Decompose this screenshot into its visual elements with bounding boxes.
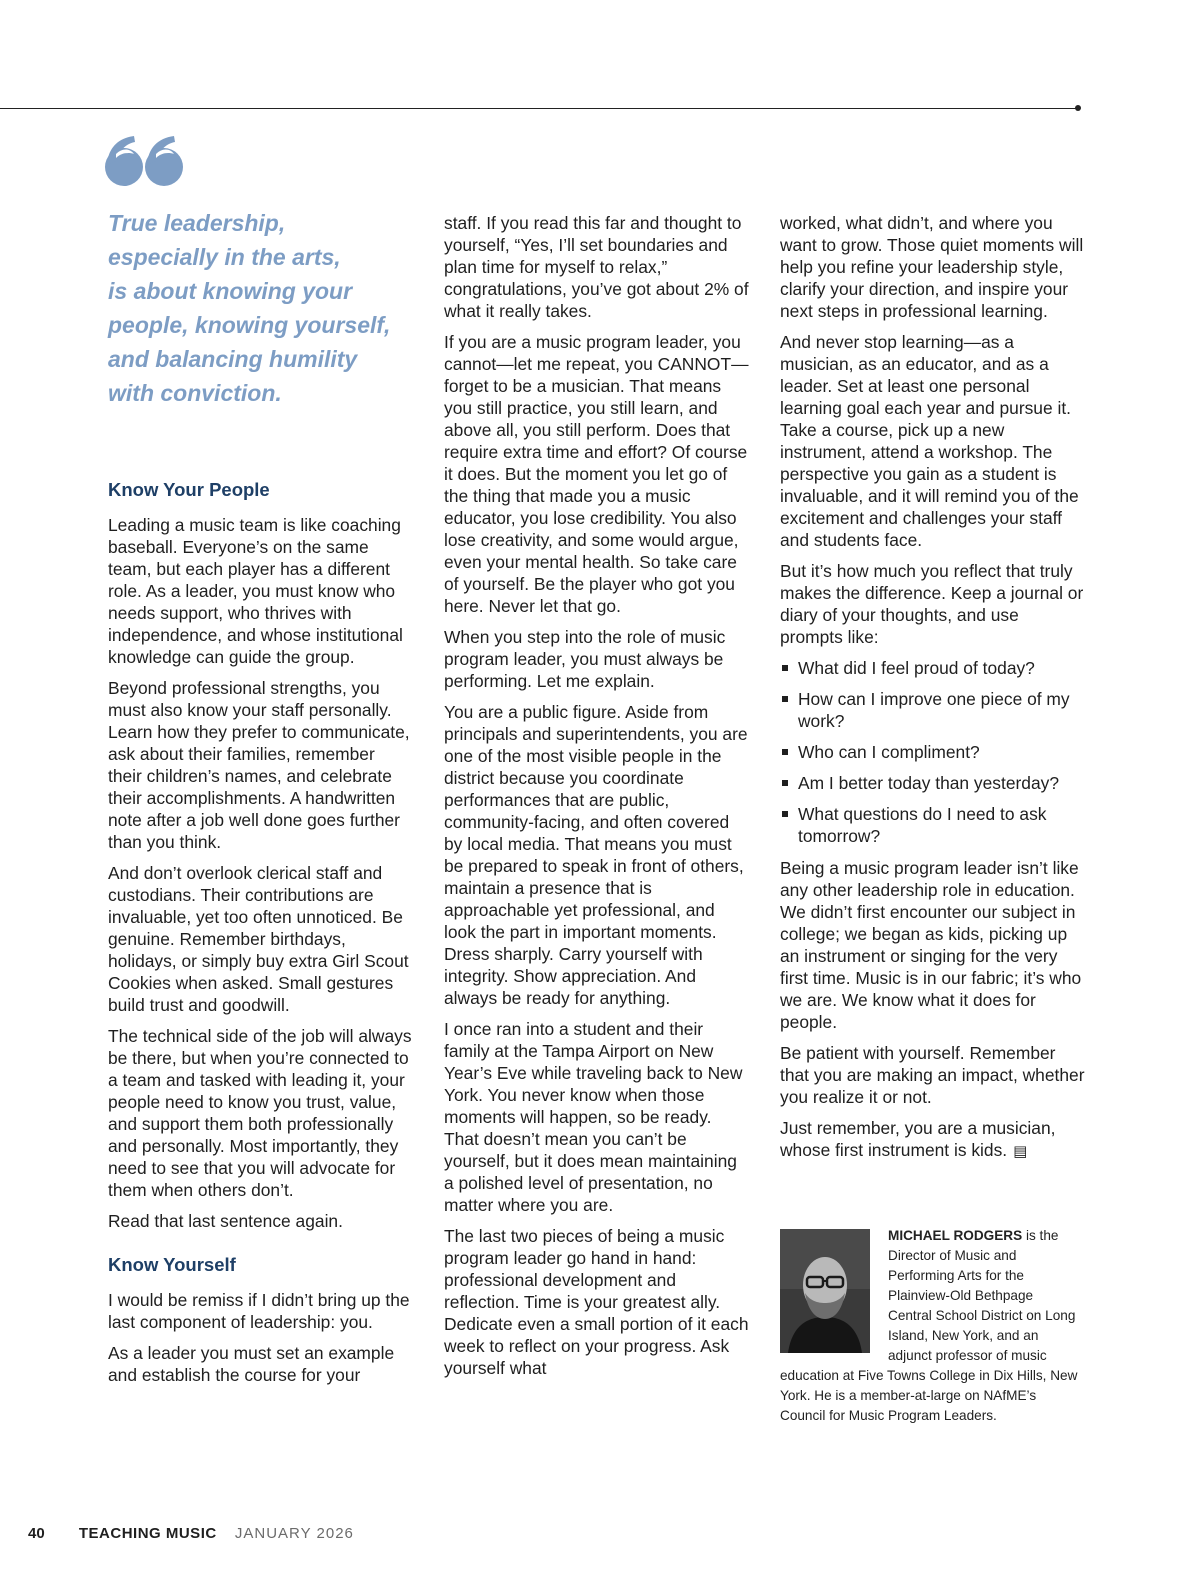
list-item: What questions do I need to ask tomorrow? [780, 803, 1085, 847]
paragraph: Being a music program leader isn’t like any other leadership role in education. We didn’t first encounter our subject in college; we began as kids, picking up an instrument or singing for the very first time. Music is in our fabric; it’s who we are. We know what it does for people. [780, 858, 1082, 1032]
author-name: MICHAEL RODGERS [888, 1228, 1023, 1243]
pull-quote-line: True leadership, [108, 210, 286, 236]
list-item: What did I feel proud of today? [780, 657, 1085, 679]
paragraph: Leading a music team is like coaching baseball. Everyone’s on the same team, but each player has a different role. As a leader, you must know who needs support, who thrives with independence, and whose institutional knowledge can guide the group. [108, 515, 403, 667]
magazine-title: TEACHING MUSIC [78, 1525, 217, 1542]
paragraph: Beyond professional strengths, you must also know your staff personally. Learn how they prefer to communicate, ask about their families, remember their children’s names, and celebrate their accomplishments. A handwritten note after a job well done goes further than you think. [108, 678, 410, 852]
column-2 [444, 212, 750, 1388]
paragraph: But it’s how much you reflect that truly makes the difference. Keep a journal or diary of your thoughts, and use prompts like: [780, 561, 1084, 647]
column-3 [780, 212, 1085, 1172]
pull-quote-line: especially in the arts, [108, 244, 341, 270]
pull-quote-line: is about knowing your [108, 278, 353, 304]
page-number: 40 [28, 1525, 45, 1542]
pull-quote [108, 206, 408, 410]
pull-quote-line: with conviction. [108, 380, 282, 406]
paragraph: worked, what didn’t, and where you want to grow. Those quiet moments will help you refine your leadership style, clarify your direction, and inspire your next steps in professional learning. [780, 213, 1084, 321]
paragraph: I once ran into a student and their family at the Tampa Airport on New Year’s Eve while traveling back to New York. You never know when those moments will happen, so be ready. That doesn’t mean you can’t be yourself, but it does mean maintaining a polished level of presentation, no matter where you are. [444, 1019, 743, 1215]
closing-paragraph [780, 1117, 1085, 1163]
pull-quote-line: and balancing humility [108, 346, 358, 372]
column-1 [108, 477, 413, 1395]
paragraph: You are a public figure. Aside from principals and superintendents, you are one of the most visible people in the district because you coordinate performances that are public, community-facing, and often covered by local media. That means you must be prepared to speak in front of others, maintain a presence that is approachable yet professional, and look the part in important moments. Dress sharply. Carry yourself with integrity. Show appreciation. And always be ready for anything. [444, 702, 748, 1008]
paragraph: Read that last sentence again. [108, 1211, 343, 1231]
top-rule-dot [1075, 105, 1081, 111]
author-description: is the Director of Music and Performing Arts for the Plainview-Old Bethpage Central School District on Long Island, New York, and an adjunct professor of music education at Five Towns College in Dix Hills, New York. He is a member-at-large on NAfME’s Council for Music Program Leaders. [780, 1228, 1078, 1423]
list-item: Who can I compliment? [780, 741, 1085, 763]
author-bio [780, 1226, 1080, 1426]
paragraph: And don’t overlook clerical staff and custodians. Their contributions are invaluable, yet too often unnoticed. Be genuine. Remember birthdays, holidays, or simply buy extra Girl Scout Cookies when asked. Small gestures build trust and goodwill. [108, 863, 409, 1015]
top-rule [0, 108, 1077, 109]
section-heading-know-your-people: Know Your People [108, 479, 270, 500]
list-item: How can I improve one piece of my work? [780, 688, 1085, 732]
paragraph: As a leader you must set an example and establish the course for your [108, 1343, 395, 1385]
paragraph: If you are a music program leader, you cannot—let me repeat, you CANNOT—forget to be a musician. That means you still practice, you still learn, and above all, you still perform. Does that require extra time and effort? Of course it does. But the moment you let go of the thing that made you a music educator, you lose credibility. You also lose creativity, and some would argue, even your mental health. So take care of yourself. Be the player who got you here. Never let that go. [444, 332, 749, 616]
paragraph: staff. If you read this far and thought to yourself, “Yes, I’ll set boundaries and plan time for myself to relax,” congratulations, you’ve got about 2% of what it really takes. [444, 213, 749, 321]
issue-date: JANUARY 2026 [234, 1525, 354, 1542]
paragraph: The technical side of the job will always be there, but when you’re connected to a team and tasked with leading it, your people need to know you trust, value, and support them both professionally and personally. Most importantly, they need to see that you will advocate for them when others don’t. [108, 1026, 412, 1200]
pull-quote-line: people, knowing yourself, [108, 312, 391, 338]
author-photo [780, 1229, 870, 1353]
open-quote-icon [104, 134, 188, 190]
reflection-prompts-list [780, 657, 1085, 847]
end-of-article-icon: ▤ [1013, 1143, 1028, 1160]
list-item: Am I better today than yesterday? [780, 772, 1085, 794]
paragraph: Be patient with yourself. Remember that you are making an impact, whether you realize it or not. [780, 1043, 1085, 1107]
section-heading-know-yourself: Know Yourself [108, 1254, 236, 1275]
paragraph: The last two pieces of being a music program leader go hand in hand: professional development and reflection. Time is your greatest ally. Dedicate even a small portion of it each week to reflect on your progress. Ask yourself what [444, 1226, 749, 1378]
closing-text: Just remember, you are a musician, whose first instrument is kids. [780, 1118, 1056, 1160]
page-footer [28, 1524, 354, 1544]
paragraph: When you step into the role of music program leader, you must always be performing. Let me explain. [444, 627, 726, 691]
paragraph: I would be remiss if I didn’t bring up the last component of leadership: you. [108, 1290, 410, 1332]
paragraph: And never stop learning—as a musician, as an educator, and as a leader. Set at least one personal learning goal each year and pursue it. Take a course, pick up a new instrument, attend a workshop. The perspective you gain as a student is invaluable, and it will remind you of the excitement and challenges your staff and students face. [780, 332, 1079, 550]
